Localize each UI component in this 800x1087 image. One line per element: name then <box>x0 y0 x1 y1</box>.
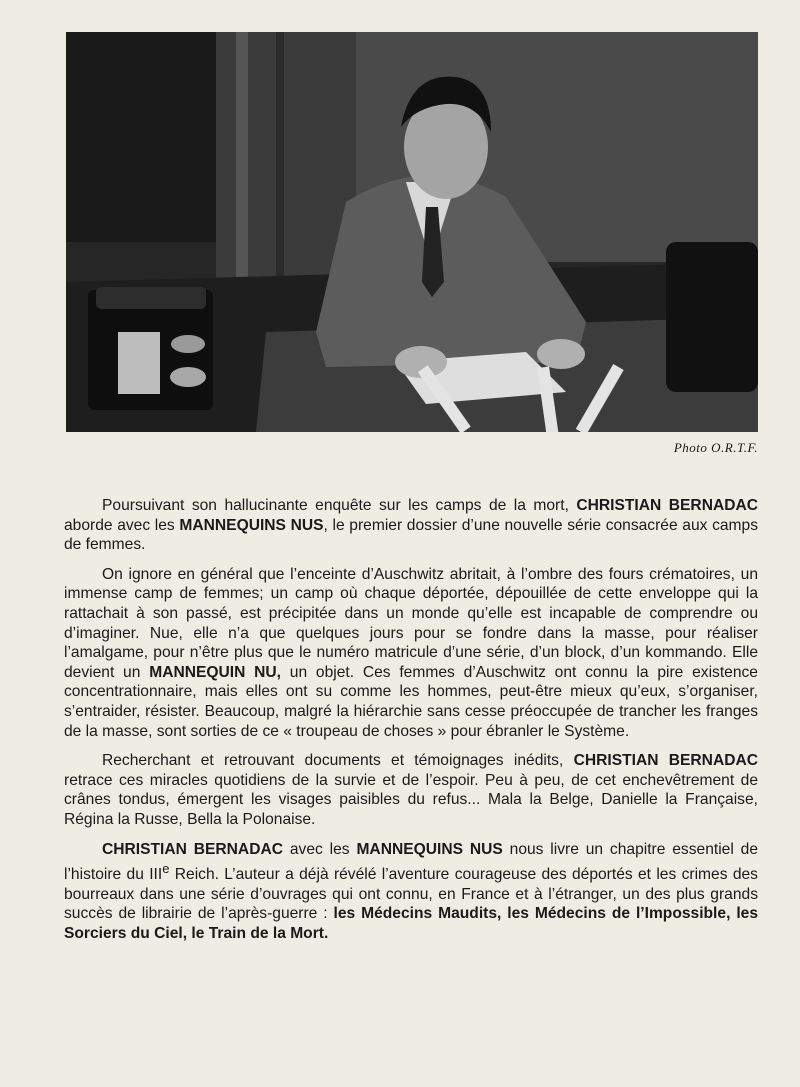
book-list: les Médecins Maudits, les Médecins de l’Impossible, les Sorciers du Ciel, le Train de la Mort. <box>64 905 758 943</box>
photo-credit: Photo O.R.T.F. <box>673 440 758 455</box>
cover-photo <box>66 32 758 432</box>
author-name: CHRISTIAN BERNADAC <box>102 840 283 858</box>
book-title: MANNEQUINS NUS <box>356 840 503 858</box>
paragraph-1: Poursuivant son hallucinante enquête sur les camps de la mort, CHRISTIAN BERNADAC aborde avec les MANNEQUINS NUS, le premier dossier d’une nouvelle série consacrée aux camps de femmes. <box>64 497 758 554</box>
author-name: CHRISTIAN BERNADAC <box>576 497 758 514</box>
body-text <box>64 496 758 954</box>
author-name: CHRISTIAN BERNADAC <box>573 752 758 770</box>
paragraph-4: CHRISTIAN BERNADAC avec les MANNEQUINS NUS nous livre un chapitre essentiel de l’histoire du IIIe Reich. L’auteur a déjà révélé l’aventure courageuse des déportés et les crimes des bourreaux dans une série d’ouvrages qui ont connu, en France et à l’étranger, un des plus grands succès de librairie de l’après-guerre : les Médecins Maudits, les Médecins de l’Impossible, les Sorciers du Ciel, le Train de la Mort. <box>64 840 758 943</box>
book-title: MANNEQUINS NUS <box>179 516 324 534</box>
emphasis-term: MANNEQUIN NU, <box>149 663 281 681</box>
paragraph-2: On ignore en général que l’enceinte d’Auschwitz abritait, à l’ombre des fours crématoires, un immense camp de femmes; un camp où chaque déportée, dépouillée de cette enveloppe qui la rattachait à son passé, est précipitée dans un monde qu’elle est incapable de comprendre ou d’imaginer. Nue, elle n’a que quelques jours pour se fondre dans la masse, pour réaliser l’amalgame, pour n’être plus que le numéro matricule d’une série, d’un block, d’un kommando. Elle devient un MANNEQUIN NU, un objet. Ces femmes d’Auschwitz ont connu la pire existence concentrationnaire, mais elles ont su comme les hommes, peut-être mieux qu’eux, s’organiser, s’entraider, résister. Beaucoup, malgré la hiérarchie sans cesse préoccupée de trancher les franges de la masse, sont sorties de ce « troupeau de choses » pour ébranler le Système. <box>64 565 758 740</box>
photo-illustration <box>66 32 758 432</box>
paragraph-3: Recherchant et retrouvant documents et témoignages inédits, CHRISTIAN BERNADAC retrace ces miracles quotidiens de la survie et de l’espoir. Peu à peu, de cet enchevêtrement de crânes tondus, émergent les visages paisibles du refus... Mala la Belge, Danielle la Française, Régina la Russe, Bella la Polonaise. <box>64 752 758 828</box>
